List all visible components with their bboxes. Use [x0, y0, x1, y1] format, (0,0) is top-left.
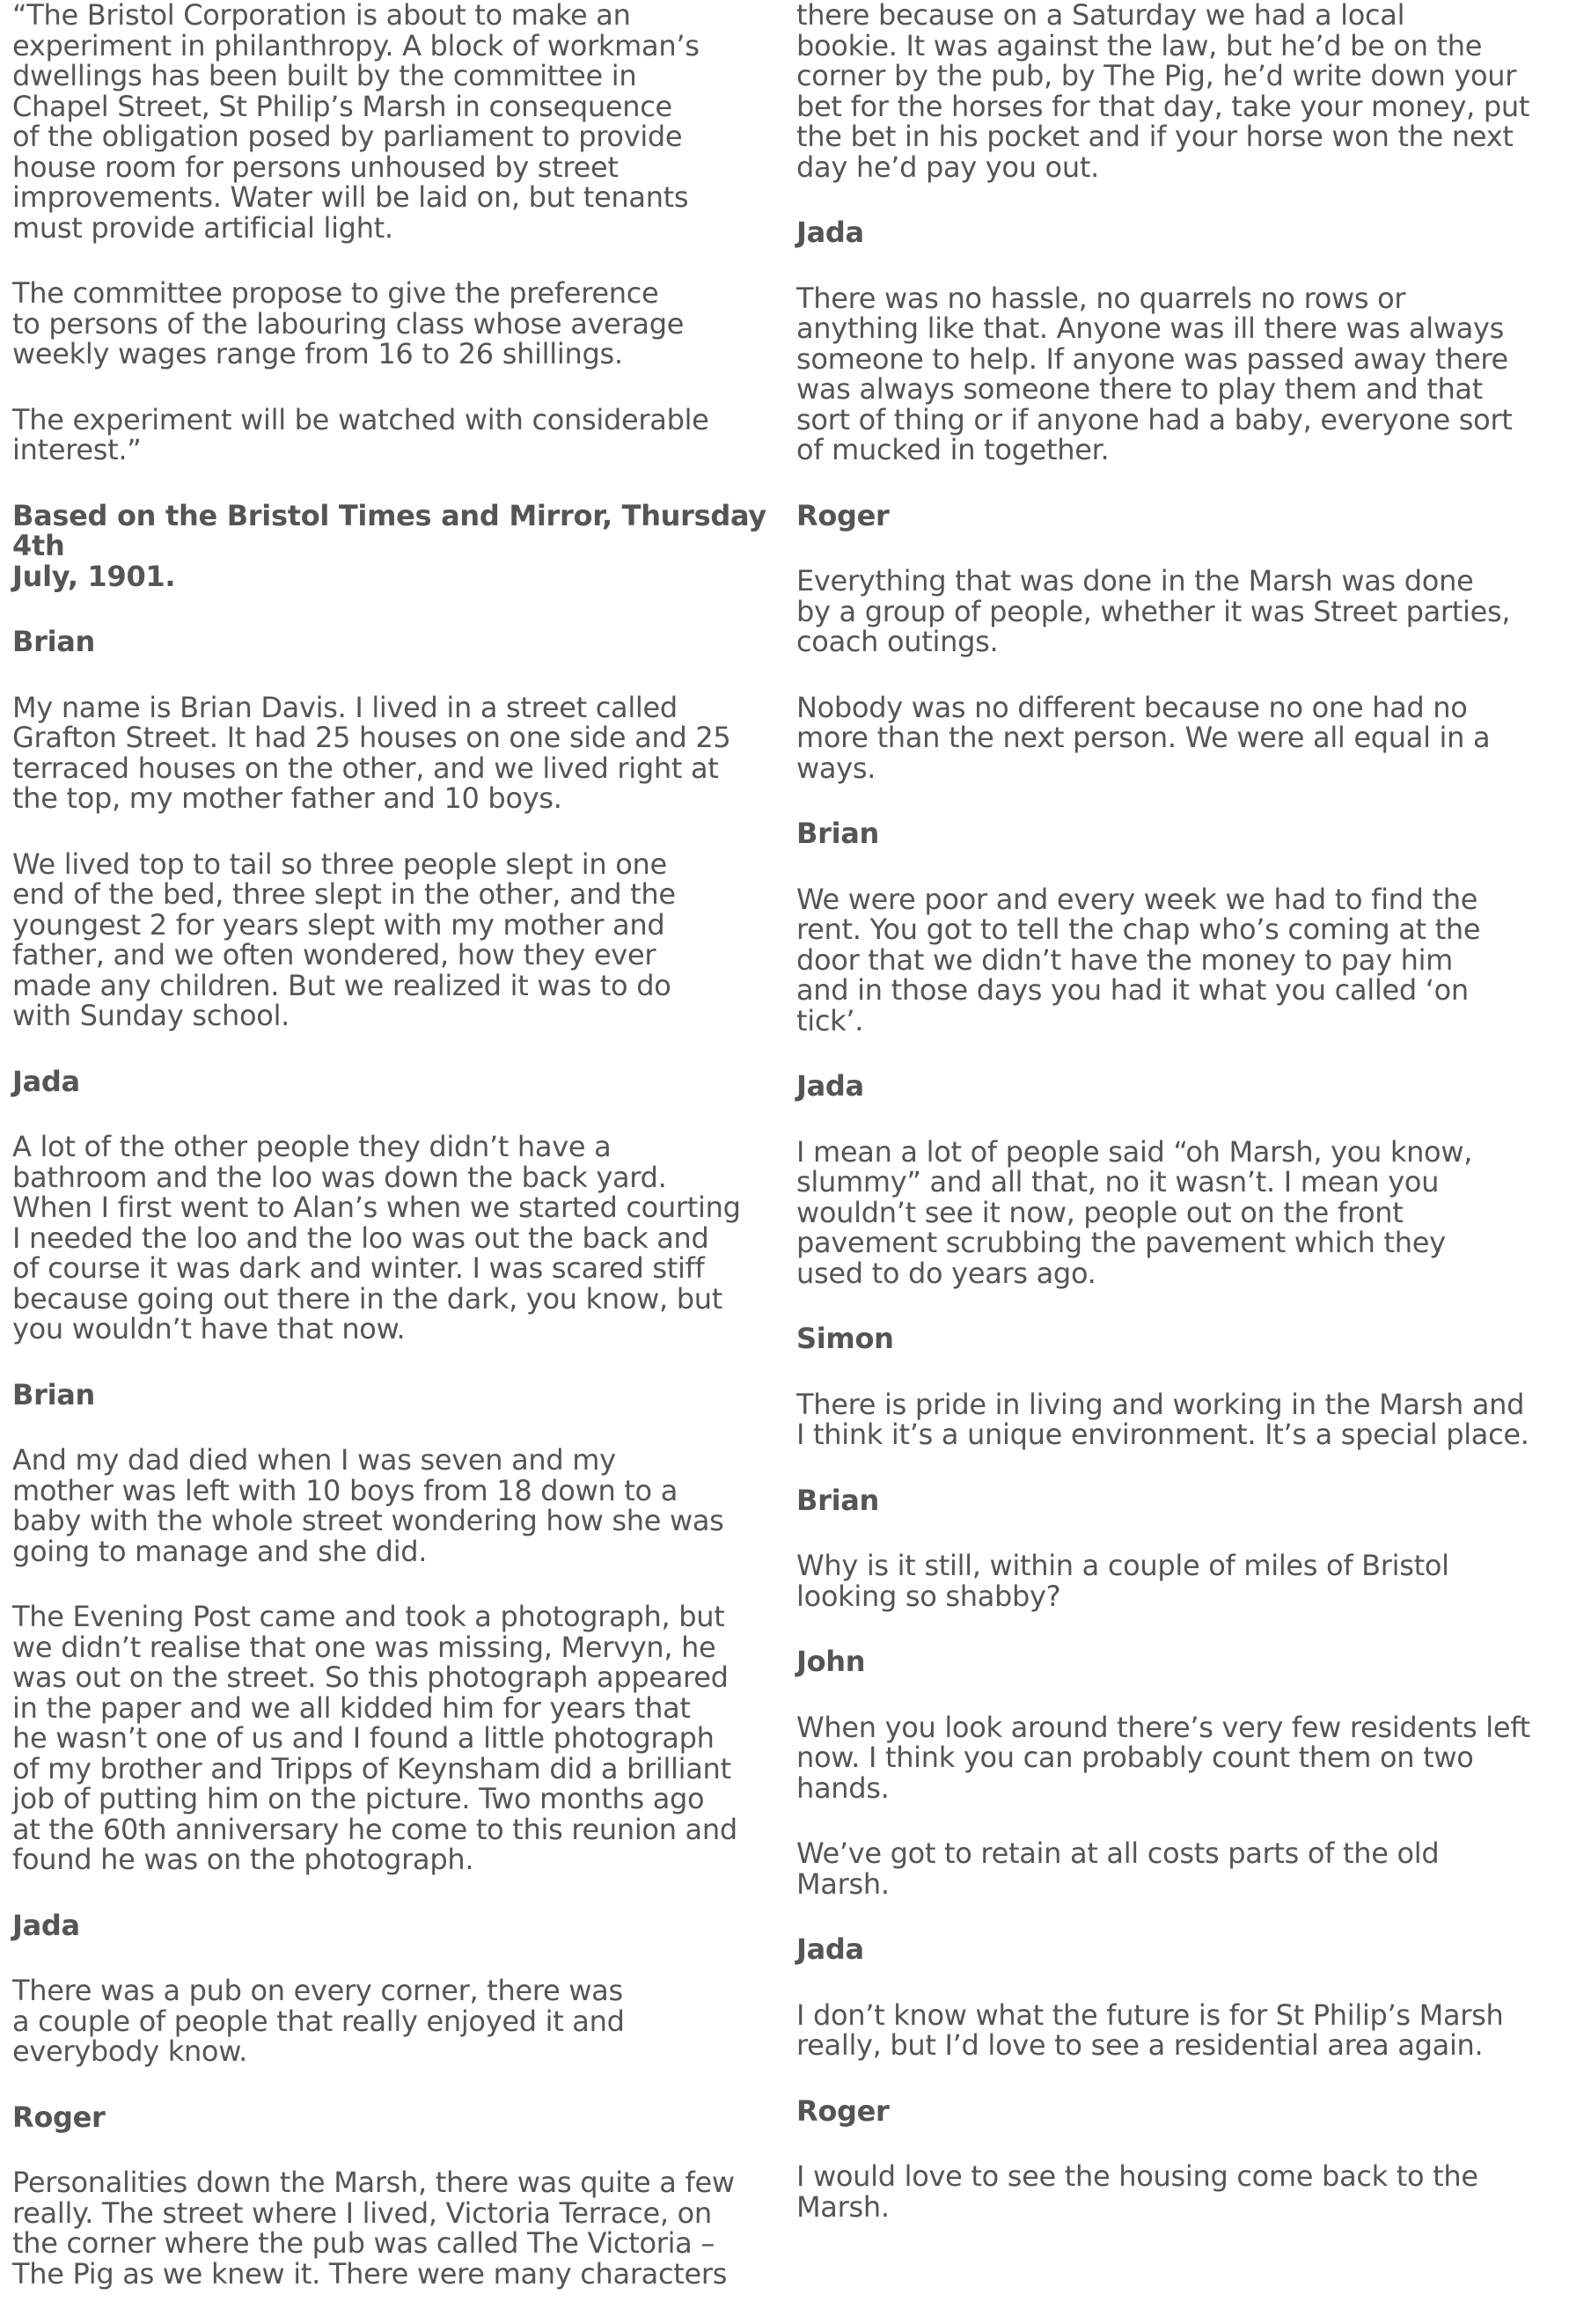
testimony-paragraph: Everything that was done in the Marsh was done by a group of people, whether it was Street parties, coach outings.: [796, 564, 1511, 658]
speaker-name: Roger: [796, 498, 890, 532]
testimony-paragraph: We lived top to tail so three people slept in one end of the bed, three slept in the other, and the youngest 2 for years slept with my mother and father, and we often wondered, how they ever made any children. But we realized it was to do with Sunday school.: [12, 847, 676, 1032]
speaker-name: Jada: [12, 1908, 80, 1942]
testimony-paragraph: A lot of the other people they didn’t have a bathroom and the loo was down the back yard. When I first went to Alan’s when we started courting I needed the loo and the loo was out the back and of course it was dark and winter. I was scared stiff because going out there in the dark, you know, but you wouldn’t have that now.: [12, 1130, 741, 1345]
speaker-name: Jada: [12, 1064, 80, 1098]
testimony-paragraph: there because on a Saturday we had a local bookie. It was against the law, but he’d be on the corner by the pub, by The Pig, he’d write down your bet for the horses for that day, take your money, put the bet in his pocket and if your horse won the next day he’d pay you out.: [796, 0, 1530, 184]
quote-paragraph-2: The committee propose to give the preference to persons of the labouring class whose average weekly wages range from 16 to 26 shillings.: [12, 276, 685, 370]
testimony-paragraph: We were poor and every week we had to find the rent. You got to tell the chap who’s coming at the door that we didn’t have the money to pay him and in those days you had it what you called ‘on tick’.: [796, 882, 1481, 1037]
speaker-name: Brian: [796, 1483, 880, 1517]
testimony-paragraph: The Evening Post came and took a photograph, but we didn’t realise that one was missing, Mervyn, he was out on the street. So this photograph appeared in the paper and we all kidded him for years that he wasn’t one of us and I found a little photograph of my brother and Tripps of Keynsham did a brilliant job of putting him on the picture. Two months ago at the 60th anniversary he come to this reunion and found he was on the photograph.: [12, 1600, 737, 1876]
speaker-name: Jada: [796, 1932, 864, 1966]
speaker-name: Roger: [796, 2093, 890, 2128]
speaker-name: Simon: [796, 1322, 894, 1355]
speaker-name: John: [796, 1645, 866, 1678]
speaker-name: Brian: [12, 1377, 96, 1411]
left-column: [12, 0, 778, 2324]
speaker-name: Roger: [12, 2100, 106, 2134]
testimony-paragraph: I mean a lot of people said “oh Marsh, you know, slummy” and all that, no it wasn’t. I mean you wouldn’t see it now, people out on the front pavement scrubbing the pavement which they used to do years ago.: [796, 1134, 1473, 1290]
testimony-paragraph: We’ve got to retain at all costs parts of the old Marsh.: [796, 1836, 1440, 1901]
testimony-paragraph: Why is it still, within a couple of miles of Bristol looking so shabby?: [796, 1549, 1449, 1613]
quote-paragraph-1: “The Bristol Corporation is about to make an experiment in philanthropy. A block of workman’s dwellings has been built by the committee in Chapel Street, St Philip’s Marsh in consequence of the obligation posed by parliament to provide house room for persons unhoused by street improvements. Water will be laid on, but tenants must provide artificial light.: [12, 0, 700, 245]
quote-paragraph-3: The experiment will be watched with considerable interest.”: [12, 402, 709, 466]
testimony-paragraph: And my dad died when I was seven and my mother was left with 10 boys from 18 down to a baby with the whole street wondering how she was going to manage and she did.: [12, 1443, 724, 1568]
testimony-paragraph: I don’t know what the future is for St Philip’s Marsh really, but I’d love to see a residential area again.: [796, 1998, 1504, 2062]
right-column: [796, 0, 1562, 2257]
speaker-name: Jada: [796, 1069, 864, 1103]
testimony-paragraph: There was a pub on every corner, there was a couple of people that really enjoyed it and everybody know.: [12, 1974, 625, 2068]
testimony-paragraph: Personalities down the Marsh, there was quite a few really. The street where I lived, Victoria Terrace, on the corner where the pub was called The Victoria – The Pig as we knew it. There were many characters: [12, 2166, 735, 2291]
speaker-name: Brian: [12, 625, 96, 658]
testimony-paragraph: There is pride in living and working in the Marsh and I think it’s a unique environment. It’s a special place.: [796, 1387, 1529, 1451]
speaker-name: Jada: [796, 216, 864, 249]
testimony-paragraph: I would love to see the housing come back to the Marsh.: [796, 2159, 1478, 2224]
testimony-paragraph: There was no hassle, no quarrels no rows or anything like that. Anyone was ill there was always someone to help. If anyone was passed away there was always someone there to play them and that sort of thing or if anyone had a baby, everyone sort of mucked in together.: [796, 281, 1513, 466]
testimony-paragraph: My name is Brian Davis. I lived in a street called Grafton Street. It had 25 houses on one side and 25 terraced houses on the other, and we lived right at the top, my mother father and 10 boys.: [12, 690, 731, 815]
speaker-name: Brian: [796, 817, 880, 850]
testimony-paragraph: When you look around there’s very few residents left now. I think you can probably count them on two hands.: [796, 1710, 1530, 1805]
source-citation: Based on the Bristol Times and Mirror, Thursday 4th July, 1901.: [12, 498, 766, 593]
testimony-paragraph: Nobody was no different because no one had no more than the next person. We were all equal in a ways.: [796, 690, 1491, 785]
